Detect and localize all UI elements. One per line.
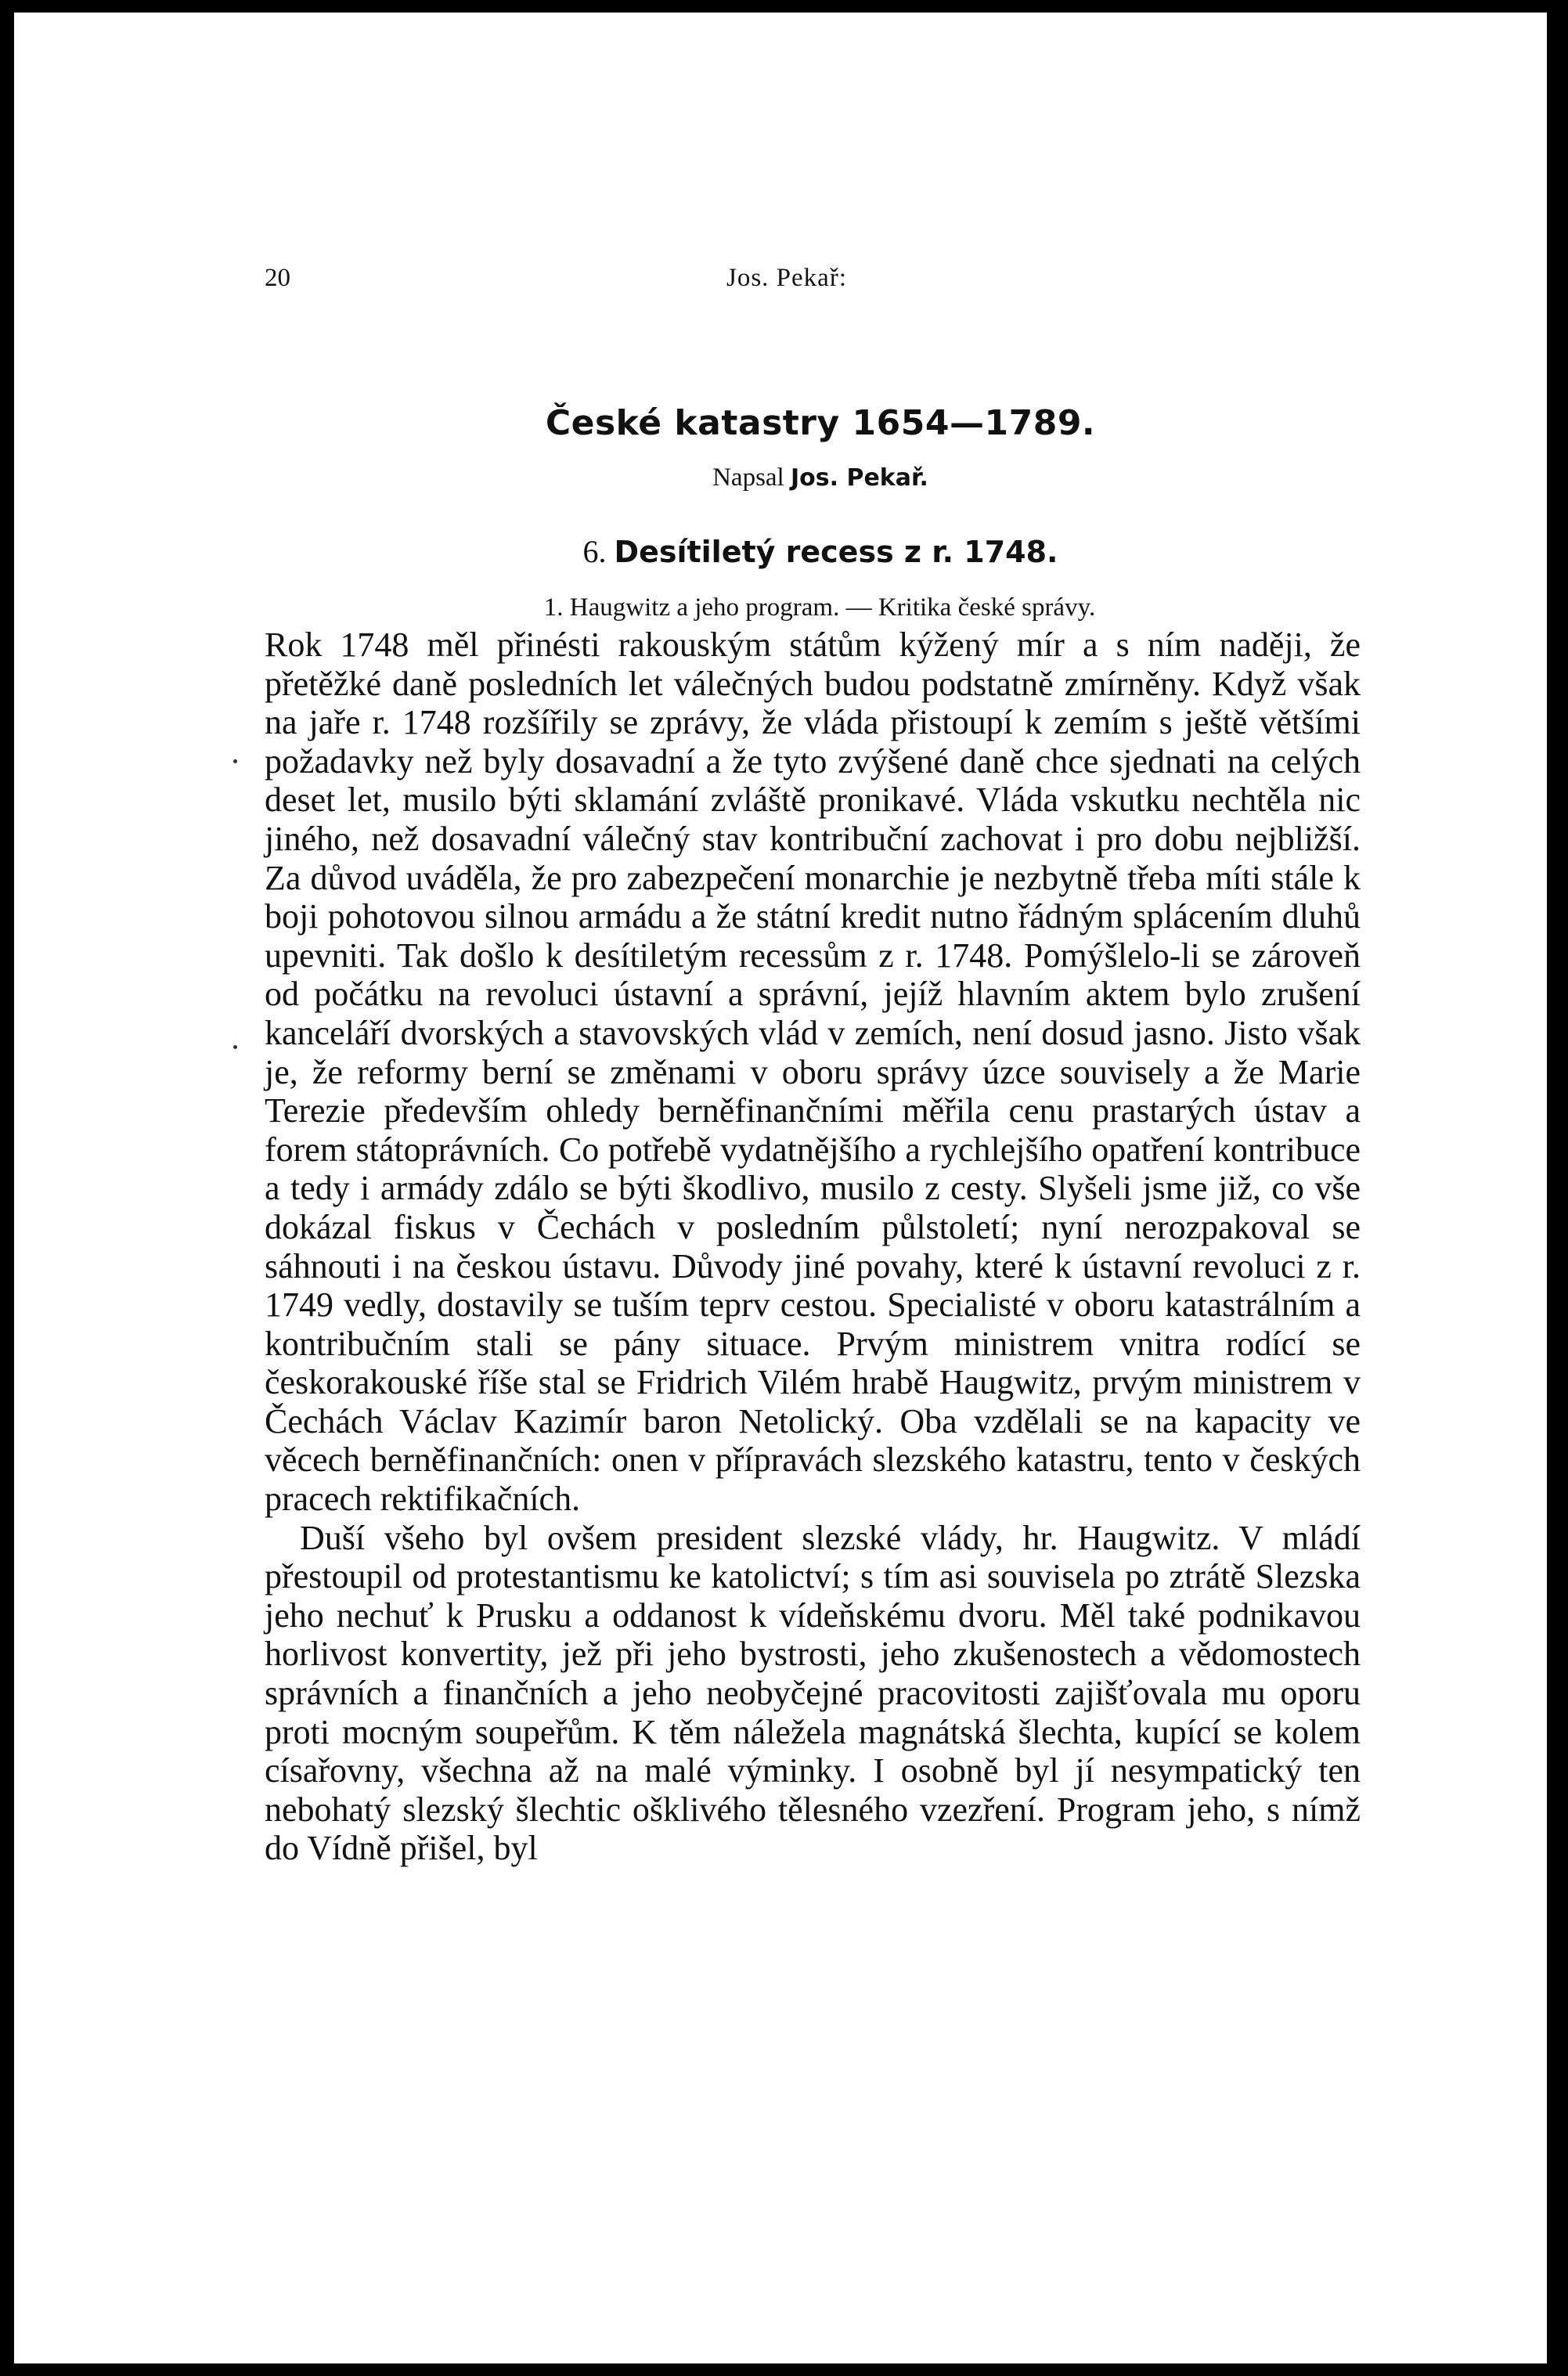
- body-text: [265, 626, 1361, 1868]
- running-title: Jos. Pekař:: [726, 264, 847, 292]
- margin-mark: [233, 759, 237, 763]
- page-number: 20: [265, 264, 290, 292]
- byline-author: Jos. Pekař.: [790, 464, 928, 492]
- running-head: [265, 254, 1361, 301]
- paragraph: Rok 1748 měl přinésti rakouským státům kýžený mír a s ním naději, že přetěžké daně posledních let válečných budou podstatně zmírněny. Když však na jaře r. 1748 rozšířily se zprávy, že vláda přistoupí k zemím s ještě většími požadavky než byly dosavadní a že tyto zvýšené daně chce sjednati na celých deset let, musilo býti sklamání zvláště pronikavé. Vláda vskutku nechtěla nic jiného, než dosavadní válečný stav kontribuční zachovat i pro dobu nejbližší. Za důvod uváděla, že pro zabezpečení monarchie je nezbytně třeba míti stále k boji pohotovou silnou armádu a že státní kredit nutno řádným splácením dluhů upevniti. Tak došlo k desítiletým recessům z r. 1748. Pomýšlelo-li se zároveň od počátku na revoluci ústavní a správní, jejíž hlavním aktem bylo zrušení kanceláří dvorských a stavovských vlád v zemích, není dosud jasno. Jisto však je, že reformy berní se změnami v oboru správy úzce souvisely a že Marie Terezie především ohledy berněfinančními měřila cenu prastarých ústav a forem státoprávních. Co potřebě vydatnějšího a rychlejšího opatření kontribuce a tedy i armády zdálo se býti škodlivo, musilo z cesty. Slyšeli jsme již, co vše dokázal fiskus v Čechách v posledním půlstoletí; nyní nerozpakoval se sáhnouti i na českou ústavu. Důvody jiné povahy, které k ústavní revoluci z r. 1749 vedly, dostavily se tuším teprv cestou. Specialisté v oboru katastrálním a kontribučním stali se pány situace. Prvým ministrem vnitra rodící se českorakouské říše stal se Fridrich Vilém hrabě Haugwitz, prvým ministrem v Čechách Václav Kazimír baron Netolický. Oba vzdělali se na kapacity ve věcech berněfinančních: onen v přípravách slezského katastru, tento v českých pracech rektifikačních.: [265, 626, 1361, 1519]
- scan-border: [1547, 0, 1568, 2376]
- subsection-heading: 1. Haugwitz a jeho program. — Kritika české správy.: [543, 593, 1096, 622]
- section-title: Desítiletý recess z r. 1748.: [614, 535, 1058, 569]
- byline: [265, 463, 1361, 492]
- byline-prefix: Napsal: [712, 463, 784, 492]
- section-heading: [265, 533, 1361, 570]
- section-number: 6.: [582, 534, 607, 569]
- paragraph: Duší všeho byl ovšem president slezské vlády, hr. Haugwitz. V mládí přestoupil od protestantismu ke katolictví; s tím asi souvisela po ztrátě Slezska jeho nechuť k Prusku a oddanost k vídeňskému dvoru. Měl také podnikavou horlivost konvertity, jež při jeho bystrosti, jeho zkušenostech a vědomostech správních a finančních a jeho neobyčejné pracovitosti zajišťovala mu oporu proti mocným soupeřům. K těm náležela magnátská šlechta, kupící se kolem císařovny, všechna až na malé výminky. I osobně byl jí nesympatický ten nebohatý slezský šlechtic ošklivého tělesného vzezření. Program jeho, s nímž do Vídně přišel, byl: [265, 1518, 1361, 1868]
- article-title: České katastry 1654—1789.: [545, 403, 1096, 443]
- margin-mark: [233, 1045, 237, 1049]
- page-content: [265, 254, 1361, 1868]
